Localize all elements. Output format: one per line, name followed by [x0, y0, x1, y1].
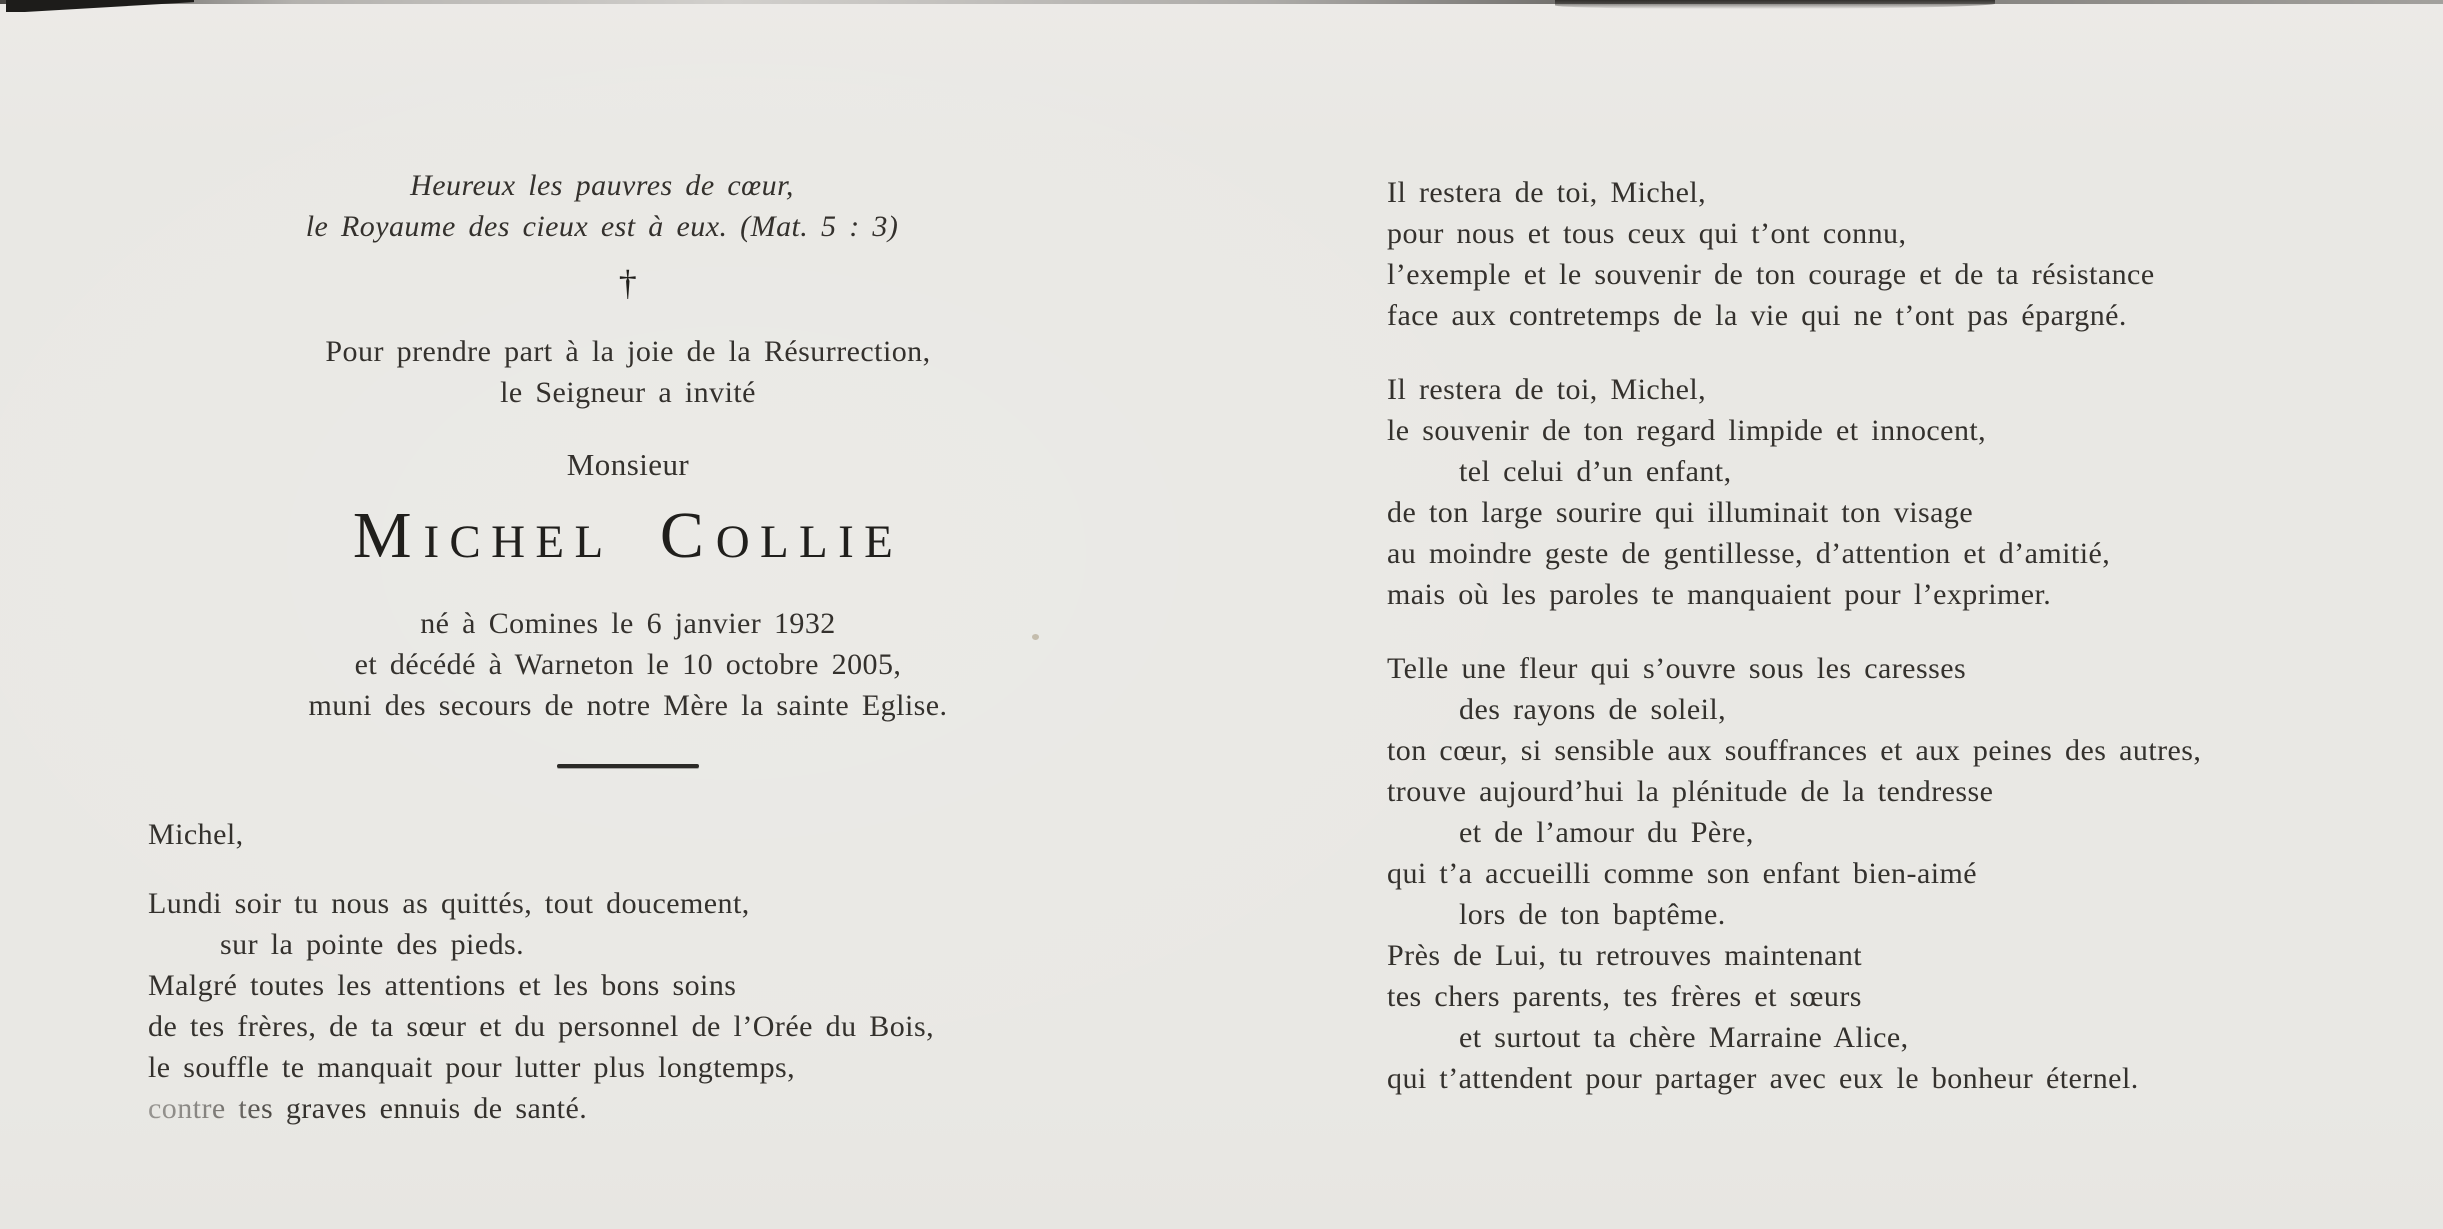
poem-line: ton cœur, si sensible aux souffrances et aux peines des autres, — [1387, 734, 2202, 767]
poem-line: lors de ton baptême. — [1459, 898, 1726, 931]
poem-line: Près de Lui, tu retrouves maintenant — [1387, 939, 1863, 972]
right-page — [1387, 0, 2377, 1099]
poem-line: tes chers parents, tes frères et sœurs — [1387, 980, 1862, 1013]
quote-line: le Royaume des cieux est à eux. (Mat. 5 : 3) — [305, 210, 899, 243]
poem-line: l’exemple et le souvenir de ton courage et de ta résistance — [1387, 258, 2155, 291]
poem-line: le souvenir de ton regard limpide et innocent, — [1387, 414, 1987, 447]
right-poem-stanza-2 — [1387, 369, 2377, 615]
birth-line: né à Comines le 6 janvier 1932 — [420, 607, 836, 640]
poem-line: tel celui d’un enfant, — [1459, 455, 1732, 488]
poem-line: Lundi soir tu nous as quittés, tout doucement, — [148, 887, 750, 920]
poem-line: au moindre geste de gentillesse, d’attention et d’amitié, — [1387, 537, 2111, 570]
right-poem-stanza-3 — [1387, 648, 2377, 1099]
left-poem-stanza — [128, 883, 1128, 1129]
poem-line: le souffle te manquait pour lutter plus longtemps, — [148, 1051, 796, 1084]
poem-line: qui t’a accueilli comme son enfant bien-aimé — [1387, 857, 1978, 890]
poem-line: mais où les paroles te manquaient pour l’exprimer. — [1387, 578, 2052, 611]
cross-icon: † — [618, 263, 638, 303]
poem-line: et surtout ta chère Marraine Alice, — [1459, 1021, 1909, 1054]
poem-line: Malgré toutes les attentions et les bons soins — [148, 969, 737, 1002]
poem-line: des rayons de soleil, — [1459, 693, 1727, 726]
salutation: Michel, — [148, 818, 244, 851]
sacraments-line: muni des secours de notre Mère la sainte Eglise. — [308, 689, 948, 722]
poem-line: sur la pointe des pieds. — [220, 928, 525, 961]
right-poem-stanza-1 — [1387, 172, 2377, 336]
poem-line: et de l’amour du Père, — [1459, 816, 1754, 849]
poem-line: Il restera de toi, Michel, — [1387, 176, 1707, 209]
invitation-line: Pour prendre part à la joie de la Résurrection, — [325, 335, 931, 368]
poem-line: face aux contretemps de la vie qui ne t’ont pas épargné. — [1387, 299, 2127, 332]
deceased-name — [128, 497, 1128, 587]
poem-line: de tes frères, de ta sœur et du personnel de l’Orée du Bois, — [148, 1010, 935, 1043]
scripture-quote — [76, 165, 1128, 247]
deceased-last-name: COLLIE — [659, 499, 904, 572]
deceased-first-name: MICHEL — [352, 499, 614, 572]
poem-line: trouve aujourd’hui la plénitude de la tendresse — [1387, 775, 1994, 808]
quote-line: Heureux les pauvres de cœur, — [410, 169, 794, 202]
death-line: et décédé à Warneton le 10 octobre 2005, — [354, 648, 902, 681]
poem-line: contre tes graves ennuis de santé. — [148, 1088, 1128, 1129]
poem-line: de ton large sourire qui illuminait ton visage — [1387, 496, 1974, 529]
poem-line: Telle une fleur qui s’ouvre sous les caresses — [1387, 652, 1967, 685]
left-page — [128, 0, 1128, 1129]
invitation-line: le Seigneur a invité — [500, 376, 756, 409]
poem-line: pour nous et tous ceux qui t’ont connu, — [1387, 217, 1907, 250]
invitation-text — [128, 331, 1128, 413]
poem-line: Il restera de toi, Michel, — [1387, 373, 1707, 406]
separator-rule — [557, 764, 699, 768]
honorific: Monsieur — [566, 447, 690, 482]
birth-death-details — [128, 603, 1128, 726]
poem-line: qui t’attendent pour partager avec eux le bonheur éternel. — [1387, 1062, 2139, 1095]
